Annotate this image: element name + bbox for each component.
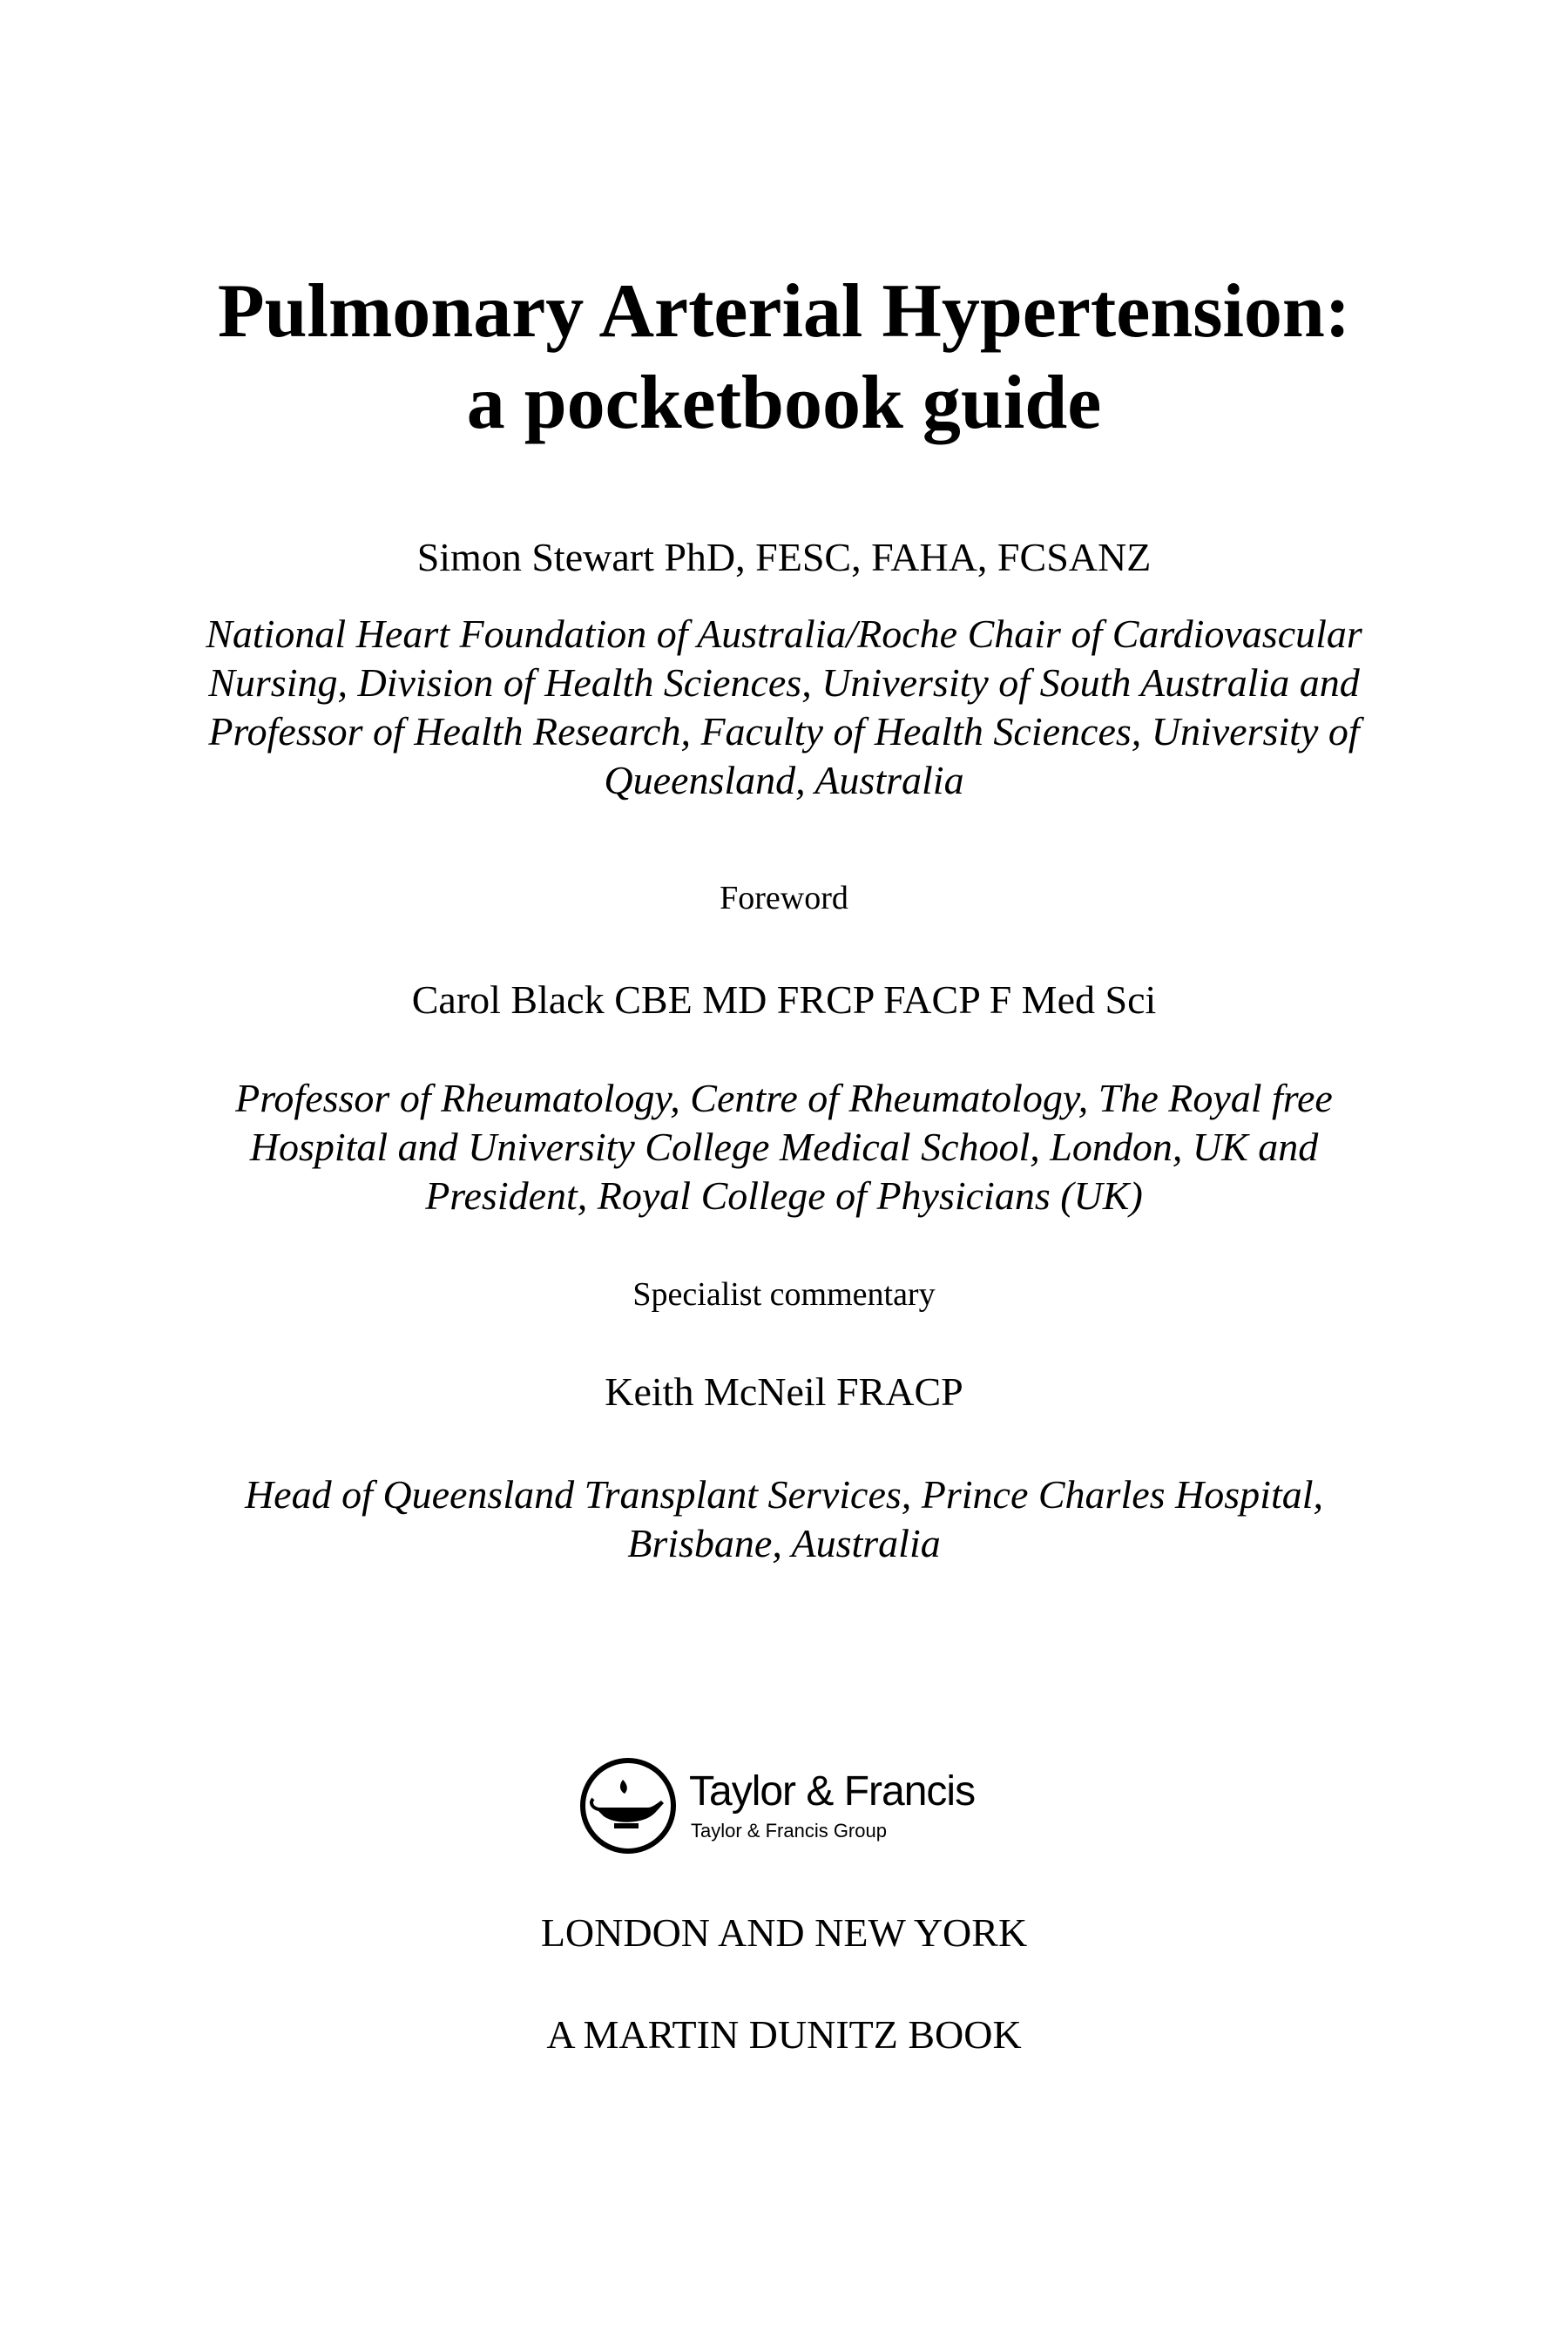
commentary-affiliation-line: Head of Queensland Transplant Services, Prince Charles Hospital, [244,1472,1324,1517]
foreword-affiliation-line: Hospital and University College Medical School, London, UK and [249,1125,1319,1169]
commentary-affiliation-line: Brisbane, Australia [627,1521,941,1565]
book-title-line-1: Pulmonary Arterial Hypertension: [217,269,1351,354]
author-name: Simon Stewart PhD, FESC, FAHA, FCSANZ [416,535,1152,579]
book-title [0,266,1568,449]
book-title-line-2: a pocketbook guide [466,361,1102,445]
publisher-location: LONDON AND NEW YORK [540,1910,1028,1955]
foreword-affiliation-line: President, Royal College of Physicians (UK) [425,1173,1143,1218]
author-affiliation-line: Nursing, Division of Health Sciences, University of South Australia and [208,660,1360,705]
publisher-imprint: A MARTIN DUNITZ BOOK [546,2012,1022,2057]
foreword-author-name: Carol Black CBE MD FRCP FACP F Med Sci [411,977,1157,1022]
commentary-label: Specialist commentary [632,1276,936,1313]
lamp-icon [578,1754,682,1858]
author-affiliation [0,610,1568,805]
foreword-author-affiliation [0,1074,1568,1220]
logo-name: Taylor & Francis [689,1768,976,1815]
foreword-affiliation-line: Professor of Rheumatology, Centre of Rheumatology, The Royal free [235,1076,1333,1120]
foreword-label: Foreword [720,880,848,916]
commentary-author-name: Keith McNeil FRACP [605,1369,963,1414]
author-affiliation-line: Professor of Health Research, Faculty of Health Sciences, University of [208,709,1360,754]
logo-group: Taylor & Francis Group [691,1820,887,1842]
author-affiliation-line: National Heart Foundation of Australia/Roche Chair of Cardiovascular [206,612,1362,656]
author-affiliation-line: Queensland, Australia [604,758,964,802]
publisher-logo [578,1754,996,1858]
commentary-author-affiliation [0,1470,1568,1568]
